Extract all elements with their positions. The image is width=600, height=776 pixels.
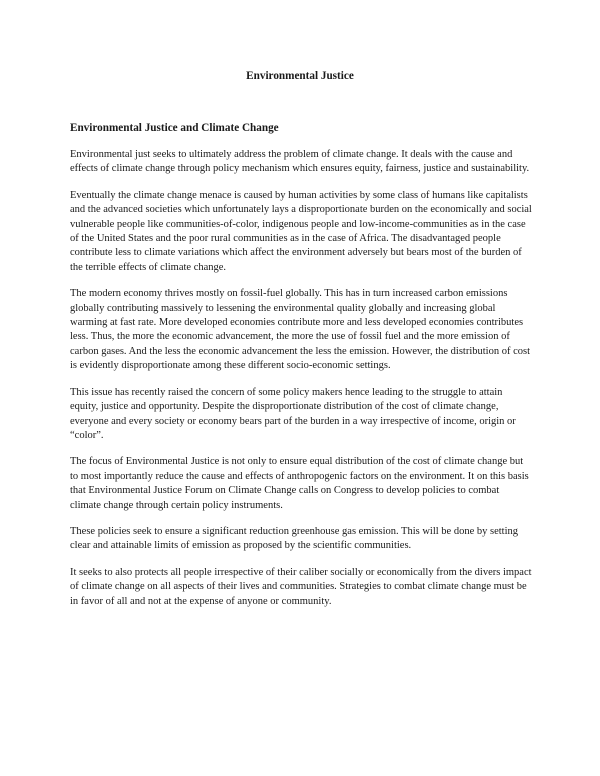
document-title: Environmental Justice <box>246 70 354 82</box>
section-heading: Environmental Justice and Climate Change <box>70 122 279 134</box>
paragraph-6: These policies seek to ensure a significant reduction greenhouse gas emission. This will be done by setting clear and attainable limits of emission as proposed by the scientific communities. <box>70 525 518 552</box>
paragraph-3: The modern economy thrives mostly on fossil-fuel globally. This has in turn increased carbon emissions globally contributing massively to lessening the environmental quality globally and increasing global warming at fast rate. More developed economies contribute more and less developed economies contributes less. Thus, the more the economic advancement, the more the use of fossil fuel and the more emission of carbon gases. And the less the economic advancement the less the emission. However, the distribution of cost is evidently disproportionate among these different socio-economic settings. <box>70 288 531 372</box>
paragraph-7: It seeks to also protects all people irrespective of their caliber socially or economically from the divers impact of climate change on all aspects of their lives and communities. Strategies to combat climate change must be in favor of all and not at the expense of anyone or community. <box>70 566 532 607</box>
paragraph-2: Eventually the climate change menace is caused by human activities by some class of humans like capitalists and the advanced societies which unfortunately lays a disproportionate burden on the economically and social vulnerable people like communities-of-color, indigenous people and low-income-communities as in the case of the United States and the poor rural communities as in the case of Africa. The disadvantaged people contribute less to climate variations which affect the environment adversely but bears most of the burden of the terrible effects of climate change. <box>70 189 532 273</box>
document-body <box>70 121 532 621</box>
paragraph-1: Environmental just seeks to ultimately address the problem of climate change. It deals with the cause and effects of climate change through policy mechanism which ensures equity, fairness, justice and sustainability. <box>70 149 530 175</box>
paragraph-4: This issue has recently raised the concern of some policy makers hence leading to the struggle to attain equity, justice and opportunity. Despite the disproportionate distribution of the cost of climate change, everyone and every society or economy bears part of the burden in a way irrespective of income, origin or “color”. <box>70 386 516 441</box>
paragraph-5: The focus of Environmental Justice is not only to ensure equal distribution of the cost of climate change but to most importantly reduce the cause and effects of anthropogenic factors on the environment. It on this basis that Environmental Justice Forum on Climate Change calls on Congress to develop policies to combat climate change through certain policy instruments. <box>70 456 529 511</box>
